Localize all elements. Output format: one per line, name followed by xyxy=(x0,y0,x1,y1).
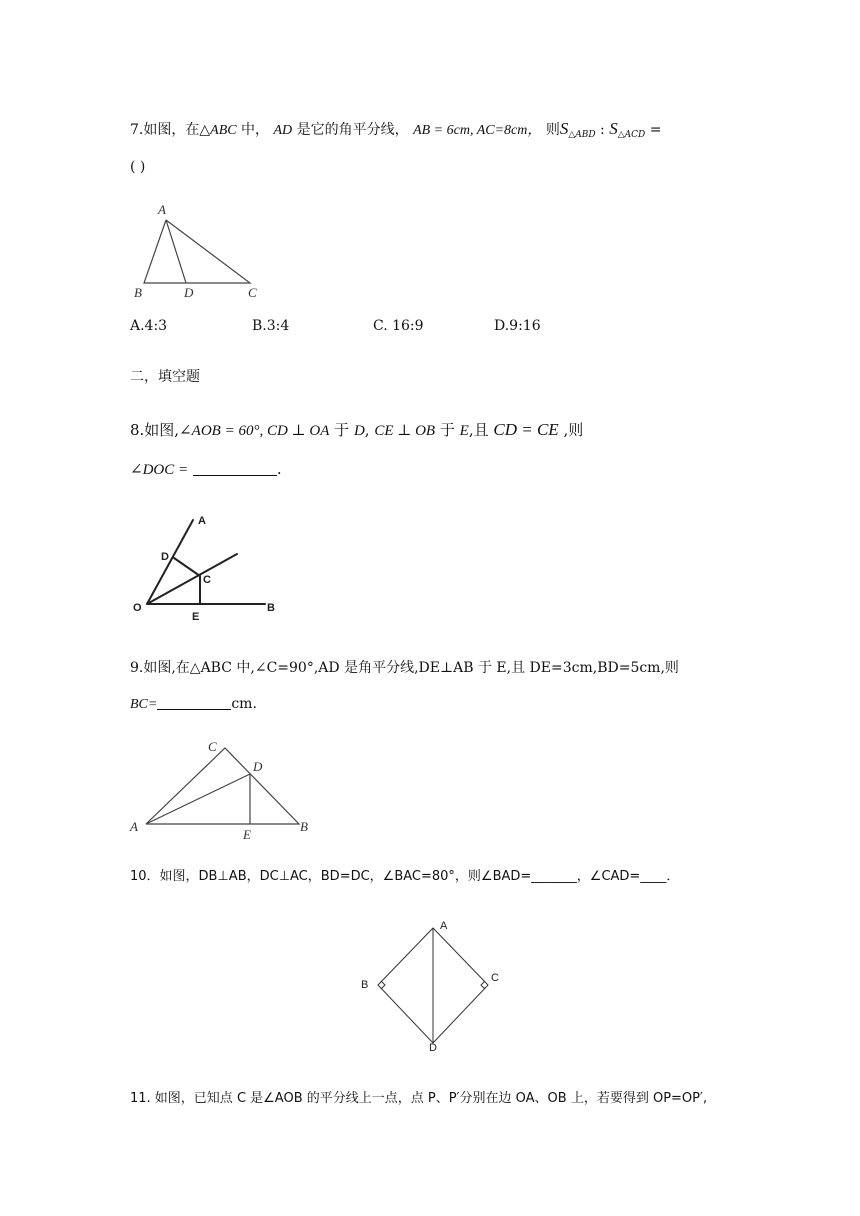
q7-answer-paren: ( ) xyxy=(130,159,146,175)
q7-label-d: D xyxy=(184,285,194,300)
q10-stem: 10．如图，DB⊥AB，DC⊥AC，BD=DC，∠BAC=80°，则∠BAD=_______，∠CAD=____． xyxy=(130,869,680,884)
q10-kite-figure xyxy=(355,915,515,1055)
q8-label-a: A xyxy=(198,515,206,527)
q7-label-b: B xyxy=(134,285,142,300)
q9-label-c: C xyxy=(208,739,217,754)
section-fill-in-heading: 二，填空题 xyxy=(130,369,200,385)
q8-stem: 8.如图,∠AOB = 60°, CD ⊥ OA 于 D, CE ⊥ OB 于 E,且 CD = CE ,则 xyxy=(130,420,584,439)
q8-label-b: B xyxy=(267,602,275,614)
q7-option-c: C. 16:9 xyxy=(373,318,424,334)
q9-label-a: A xyxy=(130,819,138,834)
q7-label-c: C xyxy=(248,285,257,300)
q8-answer-line: ∠DOC = . xyxy=(130,460,282,478)
q7-triangle-figure xyxy=(130,200,270,300)
q8-blank[interactable] xyxy=(193,461,277,476)
q9-label-b: B xyxy=(300,819,308,834)
q7-stem: 7.如图，在△ABC 中， AD 是它的角平分线， AB = 6cm, AC=8cm， 则$S_{\triangle ABD}$ : $S_{\triangle ACD}$ = xyxy=(130,119,662,140)
q7-option-d: D.9:16 xyxy=(494,318,541,334)
q9-stem: 9.如图,在△ABC 中,∠C=90°,AD 是角平分线,DE⊥AB 于 E,且 DE=3cm,BD=5cm,则 xyxy=(130,660,679,676)
q9-label-e: E xyxy=(243,827,251,842)
q9-answer-line: BC= cm. xyxy=(130,696,257,712)
q8-label-o: O xyxy=(133,602,142,614)
q7-label-a: A xyxy=(158,202,166,217)
q8-label-e: E xyxy=(192,611,200,623)
q9-triangle-figure xyxy=(130,735,320,845)
q7-option-b: B.3:4 xyxy=(252,318,290,334)
q10-label-b: B xyxy=(361,979,369,991)
q8-angle-figure xyxy=(130,512,290,622)
q7-option-a: A.4:3 xyxy=(130,318,168,334)
q8-label-d: D xyxy=(161,551,169,563)
q9-label-d: D xyxy=(253,759,263,774)
q9-blank[interactable] xyxy=(157,695,231,710)
q8-label-c: C xyxy=(203,574,211,586)
q10-label-a: A xyxy=(440,920,448,932)
q10-label-c: C xyxy=(491,972,499,984)
q10-label-d: D xyxy=(429,1042,437,1054)
q11-stem: 11. 如图，已知点 C 是∠AOB 的平分线上一点，点 P、P′分别在边 OA、OB 上，若要得到 OP=OP′, xyxy=(130,1091,708,1106)
